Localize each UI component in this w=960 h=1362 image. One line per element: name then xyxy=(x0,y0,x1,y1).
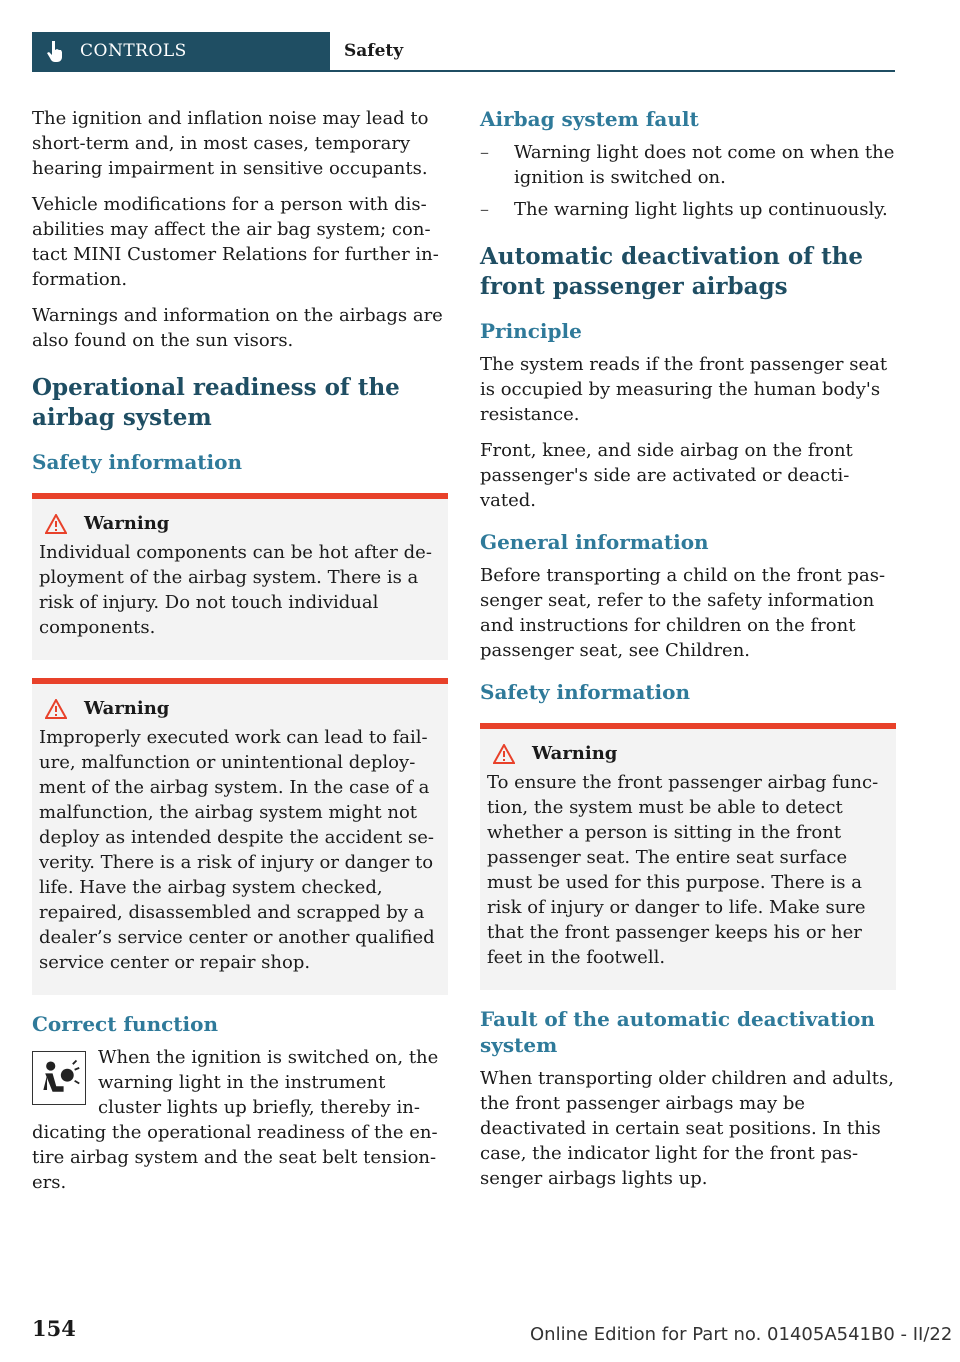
correct-function-block xyxy=(32,1045,448,1195)
list-item: – The warning light lights up continuously. xyxy=(480,199,888,220)
heading-general-information: General information xyxy=(480,530,709,554)
warning-title: Warning xyxy=(84,513,170,534)
heading-airbag-system-fault: Airbag system fault xyxy=(480,107,699,131)
chapter-tab xyxy=(32,32,330,70)
edition-footer: Online Edition for Part no. 01405A541B0 - II/22 xyxy=(530,1324,953,1345)
warning-text: To ensure the front passenger airbag function, the system must be able to detect whether a person is sitting in the front passenger seat. The entire seat surface must be used for this purpose. There is a risk of injury or danger to life. Make sure that the front passenger keeps his or her feet in the footwell. xyxy=(487,772,879,968)
pointing-hand-icon xyxy=(46,40,64,62)
heading-correct-function: Correct function xyxy=(32,1012,219,1036)
warning-triangle-icon xyxy=(45,699,67,719)
heading-safety-information: Safety information xyxy=(32,450,243,474)
paragraph: Before transporting a child on the front passenger seat, refer to the safety information and instructions for children on the front passenger seat, see Children. xyxy=(480,565,886,661)
paragraph: The ignition and inflation noise may lead to short-term and, in most cases, temporary hearing impairment in sensitive occupants. xyxy=(32,108,429,179)
paragraph: Vehicle modifications for a person with disabilities may affect the air bag system; contact MINI Customer Relations for further information. xyxy=(32,194,439,290)
paragraph: The system reads if the front passenger seat is occupied by measuring the human body's resistance. xyxy=(480,354,888,425)
warning-text: Improperly executed work can lead to failure, malfunction or unintentional deployment of the airbag system. In the case of a malfunction, the airbag system might not deploy as intended despite the accident severity. There is a risk of injury or danger to life. Have the airbag system checked, repaired, disassembled and scrapped by a dealer’s service center or another qualified service center or repair shop. xyxy=(39,727,435,973)
heading-fault-automatic-deactivation: Fault of the automatic deactivation system xyxy=(480,1007,875,1057)
section-title: Safety xyxy=(344,41,404,61)
heading-safety-information: Safety information xyxy=(480,680,691,704)
warning-text: Individual components can be hot after deployment of the airbag system. There is a risk of injury. Do not touch individual components. xyxy=(39,542,432,638)
warning-box xyxy=(480,723,896,990)
page-header xyxy=(32,32,895,72)
right-column xyxy=(480,106,896,1202)
page-number: 154 xyxy=(32,1316,76,1341)
fault-list xyxy=(480,140,896,222)
warning-title: Warning xyxy=(84,698,170,719)
list-item: – Warning light does not come on when the ignition is switched on. xyxy=(480,142,895,188)
warning-box xyxy=(32,493,448,660)
warning-box xyxy=(32,678,448,995)
left-column xyxy=(32,106,448,1206)
chapter-label: CONTROLS xyxy=(80,41,187,61)
paragraph: Front, knee, and side airbag on the front passenger's side are activated or deactivated. xyxy=(480,440,853,511)
warning-triangle-icon xyxy=(45,514,67,534)
paragraph: Warnings and information on the airbags are also found on the sun visors. xyxy=(32,305,443,351)
correct-function-text: When the ignition is switched on, the warning light in the instrument cluster lights up briefly, thereby indicating the operational readiness of the entire airbag system and the seat belt tensioners. xyxy=(32,1047,439,1193)
paragraph: When transporting older children and adults, the front passenger airbags may be deactivated in certain seat positions. In this case, the indicator light for the front passenger airbags lights up. xyxy=(480,1068,894,1189)
airbag-warning-light-icon xyxy=(32,1051,86,1105)
warning-triangle-icon xyxy=(493,744,515,764)
warning-title: Warning xyxy=(532,743,618,764)
heading-operational-readiness: Operational readiness of the airbag system xyxy=(32,374,400,431)
heading-principle: Principle xyxy=(480,319,582,343)
heading-automatic-deactivation: Automatic deactivation of the front passenger airbags xyxy=(480,243,864,300)
